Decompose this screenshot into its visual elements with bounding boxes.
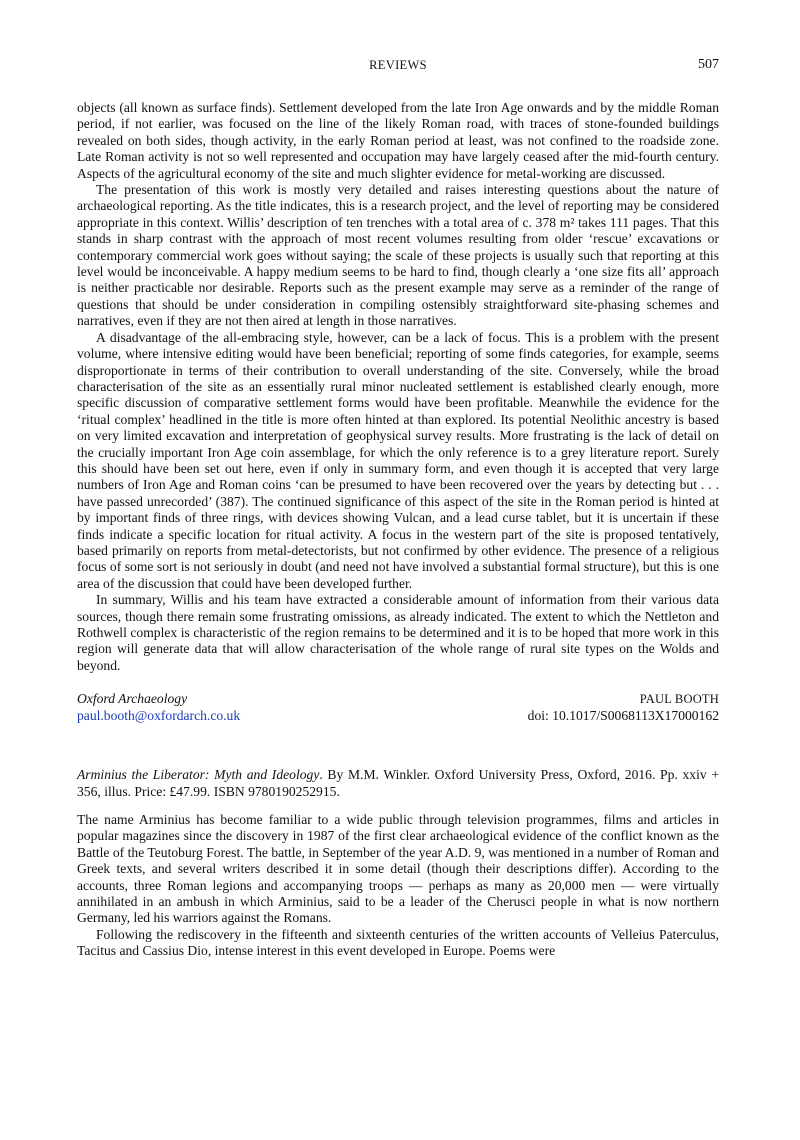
doi: doi: 10.1017/S0068113X17000162 (527, 707, 719, 723)
page (77, 58, 719, 960)
running-title: REVIEWS (369, 58, 427, 72)
paragraph: The name Arminius has become familiar to a wide public through television programmes, films and articles in popular magazines since the discovery in 1987 of the first clear archaeological evidence of the conflict known as the Battle of the Teutoburg Forest. The battle, in September of the year A.D. 9, was mentioned in a number of Roman and Greek texts, and several writers described it in some detail (though their descriptions differ). According to the accounts, three Roman legions and accompanying troops — perhaps as many as 20,000 men — were virtually annihilated in an ambush in which Arminius, said to be a leader of the Cherusci people in what is now northern Germany, led his warriors against the Romans. (77, 812, 719, 926)
paragraph: In summary, Willis and his team have extracted a considerable amount of information from their various data sources, though there remain some frustrating omissions, as already indicated. The extent to which the Nettleton and Rothwell complex is characteristic of the region remains to be determined and it is to be hoped that more work in this region will generate data that will allow characterisation of the whole range of rural site types on the Wolds and beyond. (77, 592, 719, 673)
isbn: 9780190252915. (244, 783, 340, 799)
review-2 (77, 812, 719, 960)
book-title: Arminius the Liberator: Myth and Ideology (77, 767, 320, 783)
running-head (77, 58, 719, 78)
paragraph: The presentation of this work is mostly very detailed and raises interesting questions about the nature of archaeological reporting. As the title indicates, this is a research project, and the level of reporting may be considered appropriate in this context. Willis’ description of ten trenches with a total area of c. 378 m² takes 111 pages. That this stands in sharp contrast with the approach of most recent volumes resulting from older ‘rescue’ excavations or contemporary commercial work goes without saying; the scale of these projects is usually such that reporting at this level would be inconceivable. A happy medium seems to be hard to find, though clearly a ‘one size fits all’ approach is neither practicable nor desirable. Reports such as the present example may serve as a reminder of the range of questions that should be under consideration in compiling ostensibly straightforward site-phasing schemes and narratives, even if they are not then aired at length in those narratives. (77, 182, 719, 329)
isbn-label: ISBN (213, 783, 245, 799)
email-link[interactable]: paul.booth@oxfordarch.co.uk (77, 707, 241, 723)
paragraph: A disadvantage of the all-embracing style, however, can be a lack of focus. This is a problem with the present volume, where intensive editing would have been beneficial; reporting of some finds categories, for example, seems disproportionate in terms of their contribution to overall understanding of the site. Conversely, while the broad characterisation of the site as an essentially rural minor nucleated settlement is established clearly enough, more specific discussion of comparative settlement forms would have been profitable. Meanwhile the evidence for the ‘ritual complex’ headlined in the title is more often hinted at than explored. Its potential Neolithic ancestry is based on very limited excavation and interpretation of geophysical survey results. More frustrating is the lack of detail on the crucially important Iron Age coin assemblage, for which the only reference is to a grey literature report. Surely this should have been set out here, even if only in summary form, and even though it is accepted that very large numbers of Iron Age and Roman coins ‘can be presumed to have been recovered over the years by detecting but . . . have passed unrecorded’ (387). The continued significance of this aspect of the site in the Roman period is hinted at by important finds of three rings, with devices showing Vulcan, and a lead curse tablet, but it is uncertain if these finds indicate a specific location for ritual activity. A focus in the western part of the site is proposed tentatively, based primarily on reports from metal-detectorists, but not confirmed by other evidence. The presence of a religious focus of some sort is not seriously in doubt (and need not have involved a substantial formal structure), but this is one area of the discussion that could have been developed further. (77, 329, 719, 591)
affiliation: Oxford Archaeology (77, 691, 188, 707)
book-citation (77, 767, 719, 800)
reviewer-name: PAUL BOOTH (639, 692, 719, 707)
book-details: . By M.M. Winkler. Oxford University Press, Oxford, 2016. Pp. xxiv + 356, illus. Price: £47.99. (77, 767, 719, 799)
paragraph: Following the rediscovery in the fifteenth and sixteenth centuries of the written accounts of Velleius Paterculus, Tacitus and Cassius Dio, intense interest in this event developed in Europe. Poems were (77, 926, 719, 959)
page-number: 507 (698, 57, 719, 72)
paragraph: objects (all known as surface finds). Settlement developed from the late Iron Age onwards and by the middle Roman period, if not earlier, was focused on the line of the likely Roman road, with traces of stone-founded buildings revealed on both sides, though activity, in the early Roman period at least, was not confined to the roadside zone. Late Roman activity is not so well represented and occupation may have largely ceased after the mid-fourth century. Aspects of the agricultural economy of the site and much slighter evidence for metal-working are discussed. (77, 100, 719, 181)
reviewer-signature (77, 691, 719, 724)
review-1 (77, 100, 719, 724)
